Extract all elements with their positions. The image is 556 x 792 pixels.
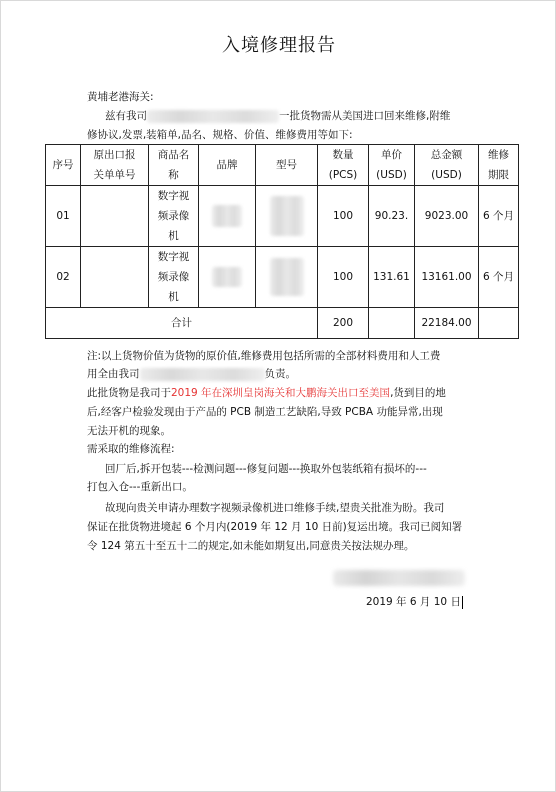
para-line-3: 无法开机的现象。 [87,425,171,437]
header-cell-no: 序号 [46,145,81,186]
intro-line-1-end: 一批货物需从美国进口回来维修,附维 [279,110,451,122]
redacted-company-signature [333,570,465,586]
table-row [46,186,519,247]
row-total: 13161.00 [415,247,479,308]
process-heading: 需采取的维修流程: [87,443,175,455]
table-header-row [46,145,519,186]
redacted-model [270,196,304,236]
note-line-2-end: 负责。 [264,368,296,380]
row-export-declaration [81,186,149,247]
request-line-3: 令 124 第五十至五十二的规定,如未能如期复出,同意贵关按法规办理。 [87,540,415,552]
header-cell-brand: 品牌 [199,145,256,186]
note-line-1: 注:以上货物价值为货物的原价值,维修费用包括所需的全部材料费用和人工费 [87,350,441,362]
header-cell-unit-price: 单价 (USD) [369,145,415,186]
request-line-2: 保证在批货物进境起 6 个月内(2019 年 12 月 10 日前)复运出境。我司已阅知署 [87,521,463,533]
request-line-1: 故现向贵关申请办理数字视频录像机进口维修手续,望贵关批准为盼。我司 [105,502,445,514]
document-date: 2019 年 6 月 10 日 [366,596,461,608]
process-line-2: 打包入仓---重新出口。 [87,481,193,493]
row-export-declaration [81,247,149,308]
row-brand [199,247,256,308]
redacted-brand [212,267,242,287]
total-unit-price [369,308,415,339]
row-repair-term: 6 个月 [479,247,519,308]
process-line-1: 回厂后,拆开包装---检测问题---修复问题---换取外包装纸箱有损坏的--- [105,463,427,475]
header-cell-goods-name: 商品名 称 [149,145,199,186]
row-total: 9023.00 [415,186,479,247]
row-qty: 100 [318,186,369,247]
intro-line-1 [105,106,450,127]
note-line-2-start: 用全由我司 [87,368,140,380]
redacted-company-name-2 [140,368,265,381]
document-title: 入境修理报告 [222,35,336,56]
total-qty: 200 [318,308,369,339]
goods-table [45,144,519,339]
row-goods-name: 数字视 频录像 机 [149,186,199,247]
redacted-company-name [147,110,279,123]
note-line-2 [87,364,296,385]
row-model [256,186,318,247]
row-unit-price: 131.61 [369,247,415,308]
row-no: 02 [46,247,81,308]
para-line-2: 后,经客户检验发现由于产品的 PCB 制造工艺缺陷,导致 PCBA 功能异常,出现 [87,406,443,418]
row-repair-term: 6 个月 [479,186,519,247]
para-line-1: 此批货物是我司于2019 年在深圳皇岗海关和大鹏海关出口至美国,货到目的地 [87,387,446,399]
table-total-row [46,308,519,339]
text-cursor [462,596,463,609]
table-row [46,247,519,308]
redacted-model [270,258,304,296]
row-unit-price: 90.23. [369,186,415,247]
header-cell-total: 总金额 (USD) [415,145,479,186]
row-goods-name: 数字视 频录像 机 [149,247,199,308]
intro-line-1-start: 兹有我司 [105,110,147,122]
total-repair-term [479,308,519,339]
header-cell-qty: 数量 (PCS) [318,145,369,186]
row-qty: 100 [318,247,369,308]
row-brand [199,186,256,247]
total-label: 合计 [46,308,318,339]
row-no: 01 [46,186,81,247]
header-cell-model: 型号 [256,145,318,186]
export-info-highlight: 2019 年在深圳皇岗海关和大鹏海关出口至美国 [171,387,391,399]
addressee: 黄埔老港海关: [87,91,154,103]
intro-line-2: 修协议,发票,装箱单,品名、规格、价值、维修费用等如下: [87,129,353,141]
redacted-brand [212,205,242,227]
header-cell-export-declaration: 原出口报 关单单号 [81,145,149,186]
header-cell-repair-term: 维修 期限 [479,145,519,186]
row-model [256,247,318,308]
total-amount: 22184.00 [415,308,479,339]
